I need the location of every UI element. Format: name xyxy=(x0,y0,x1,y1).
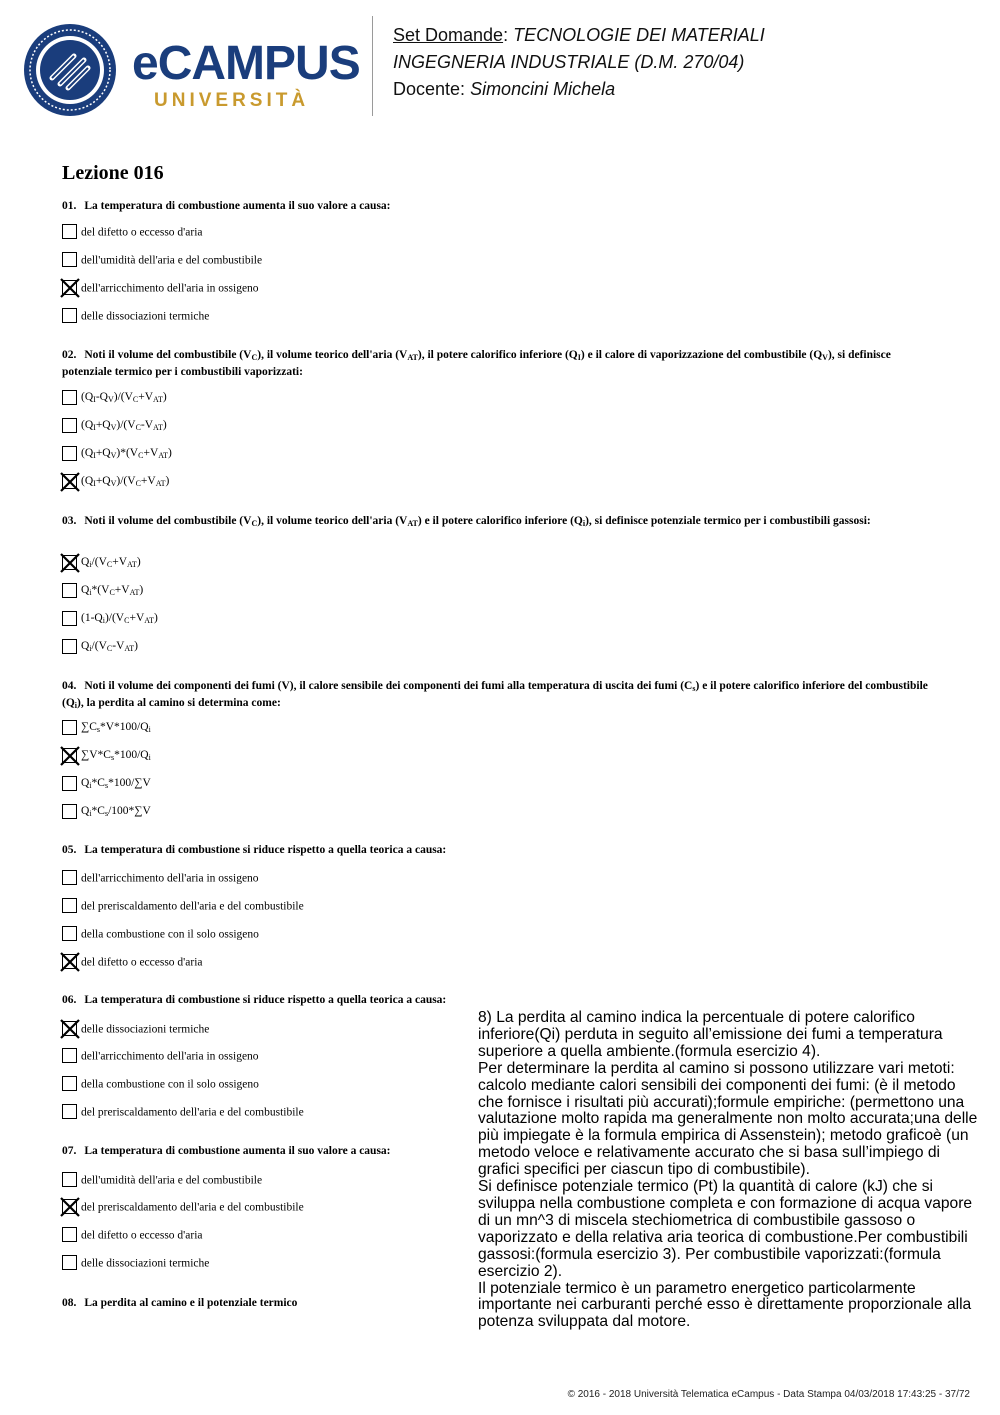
question-7-option-4[interactable] xyxy=(62,1255,209,1271)
answer-checkbox[interactable] xyxy=(62,870,77,885)
question-number: 02. xyxy=(62,349,77,361)
lesson-title: Lezione 016 xyxy=(62,162,164,184)
option-label: $Q_i/(V_C-V_{AT})$ xyxy=(81,640,138,653)
question-3-option-4[interactable] xyxy=(62,638,138,654)
answer-paragraph: Per determinare la perdita al camino si possono utilizzare vari metoti: calcolo mediante calori sensibili dei componenti dei fumi: (è il metodo che fornisce i risultati più accurati);formule empiriche: (permettono una valutazione molto rapida ma generalmente non molto accurata;una delle più impiegate è la formula empirica di Assenstein); metodo graficoè (un metodo veloce e relativamente accurato che si basa sull’impiego di grafici specifici per ciascun tipo di combustibile). xyxy=(478,1059,978,1179)
question-5-option-3[interactable] xyxy=(62,926,259,942)
answer-checkbox[interactable] xyxy=(62,776,77,791)
answer-checkbox[interactable] xyxy=(62,898,77,913)
answer-paragraph: 8) La perdita al camino indica la percentuale di potere calorifico inferiore(Qi) perduta in seguito all’emissione dei fumi a temperatura superiore a quella ambiente.(formula esercizio 4). xyxy=(478,1009,943,1060)
question-2-option-2[interactable] xyxy=(62,417,167,433)
answer-checkbox[interactable] xyxy=(62,720,77,735)
option-label: della combustione con il solo ossigeno xyxy=(81,1078,259,1091)
option-label: delle dissociazioni termiche xyxy=(81,310,210,323)
question-3-option-2[interactable] xyxy=(62,582,143,598)
answer-checkbox[interactable] xyxy=(62,224,77,239)
course-line xyxy=(393,49,765,76)
question-4-option-3[interactable] xyxy=(62,775,151,791)
question-6-option-1[interactable] xyxy=(62,1021,209,1037)
question-7-option-1[interactable] xyxy=(62,1172,262,1188)
answer-checkbox[interactable] xyxy=(62,804,77,819)
question-2-option-4[interactable] xyxy=(62,473,169,489)
option-label: del preriscaldamento dell'aria e del combustibile xyxy=(81,900,304,913)
option-label: del difetto o eccesso d'aria xyxy=(81,956,203,969)
question-7-text: 07. La temperatura di combustione aumenta il suo valore a causa: xyxy=(62,1145,391,1157)
question-3-text: 03. Noti il volume del combustibile $(V_C)$, il volume teorico dell'aria $(V_{AT})$ e il potere calorifico inferiore $(Q_i)$, si definisce potenziale termico per i combustibili gassosi: xyxy=(62,515,871,528)
question-4-option-2[interactable] xyxy=(62,747,151,763)
question-number: 07. xyxy=(62,1145,77,1157)
option-label: $Q_i*(V_C+V_{AT})$ xyxy=(81,584,144,597)
ecampus-seal-icon xyxy=(22,22,118,118)
logo-subtitle: UNIVERSITÀ xyxy=(154,90,310,111)
ecampus-logo xyxy=(22,22,362,118)
question-1-option-4[interactable] xyxy=(62,308,209,324)
answer-checkbox[interactable] xyxy=(62,639,77,654)
question-6-option-2[interactable] xyxy=(62,1048,259,1064)
option-label: delle dissociazioni termiche xyxy=(81,1257,210,1270)
answer-checkbox[interactable] xyxy=(62,1076,77,1091)
option-label: $\sum C_s*V*100/Q_i$ xyxy=(81,721,151,734)
question-5-option-4[interactable] xyxy=(62,954,203,970)
question-3-option-3[interactable] xyxy=(62,610,158,626)
question-1-option-2[interactable] xyxy=(62,252,262,268)
set-line: Set Domande: TECNOLOGIE DEI MATERIALI xyxy=(393,25,765,45)
question-3-option-1[interactable] xyxy=(62,554,141,570)
answer-text-block xyxy=(478,1010,983,1331)
answer-checkbox[interactable] xyxy=(62,1048,77,1063)
question-5-option-1[interactable] xyxy=(62,870,259,886)
question-number: 01. xyxy=(62,200,77,212)
option-label: dell'arricchimento dell'aria in ossigeno xyxy=(81,282,259,295)
question-7-option-3[interactable] xyxy=(62,1227,203,1243)
question-2-text: 02. Noti il volume del combustibile $(V_C)$, il volume teorico dell'aria $(V_{AT})$, il potere calorifico inferiore $(Q_I)$ e il calore di vaporizzazione del combustibile $(Q_V)$, si definisce potenziale termico per i combustibili vaporizzati: xyxy=(62,349,891,378)
question-2-option-1[interactable] xyxy=(62,389,167,405)
question-number: 08. xyxy=(62,1297,77,1309)
question-4-option-4[interactable] xyxy=(62,803,151,819)
option-label: $Q_i*C_s/100*\sum V$ xyxy=(81,805,151,818)
option-label: $Q_i*C_s*100/\sum V$ xyxy=(81,777,151,790)
question-2-option-3[interactable] xyxy=(62,445,172,461)
option-label: dell'arricchimento dell'aria in ossigeno xyxy=(81,872,259,885)
answer-checkbox[interactable] xyxy=(62,954,77,969)
answer-checkbox[interactable] xyxy=(62,390,77,405)
question-number: 06. xyxy=(62,994,77,1006)
set-label: Set Domande xyxy=(393,25,504,45)
option-label: $Q_i/(V_C+V_{AT})$ xyxy=(81,556,141,569)
option-label: dell'arricchimento dell'aria in ossigeno xyxy=(81,1050,259,1063)
question-6-text: 06. La temperatura di combustione si riduce rispetto a quella teorica a causa: xyxy=(62,994,447,1006)
option-label: dell'umidità dell'aria e del combustibile xyxy=(81,1174,263,1187)
option-label: $(1-Q_i)/(V_C+V_{AT})$ xyxy=(81,612,158,625)
teacher-label: Docente: xyxy=(393,79,466,99)
answer-checkbox[interactable] xyxy=(62,1104,77,1119)
set-value: TECNOLOGIE DEI MATERIALI xyxy=(513,25,765,45)
option-label: $(Q_I+Q_V)/(V_C-V_{AT})$ xyxy=(81,419,167,432)
answer-checkbox[interactable] xyxy=(62,418,77,433)
question-1-option-1[interactable] xyxy=(62,224,203,240)
question-5-option-2[interactable] xyxy=(62,898,304,914)
question-6-option-4[interactable] xyxy=(62,1104,304,1120)
answer-checkbox[interactable] xyxy=(62,926,77,941)
answer-paragraph: Si definisce potenziale termico (Pt) la quantità di calore (kJ) che si sviluppa nella combustione completa e con formazione di acqua vapore di un mn^3 di miscela stechiometrica di combustibile gassoso o vaporizzato e della relativa aria teorica di combustione.Per combustibili gassosi:(formula esercizio 3). Per combustibile vaporizzati:(formula esercizio 2). xyxy=(478,1178,973,1280)
answer-checkbox[interactable] xyxy=(62,1021,77,1036)
option-label: $(Q_I+Q_V)*(V_C+V_{AT})$ xyxy=(81,447,172,460)
option-label: $(Q_I-Q_V)/(V_C+V_{AT})$ xyxy=(81,391,167,404)
answer-checkbox[interactable] xyxy=(62,1199,77,1214)
option-label: delle dissociazioni termiche xyxy=(81,1023,210,1036)
answer-checkbox[interactable] xyxy=(62,611,77,626)
answer-paragraph: Il potenziale termico è un parametro energetico particolarmente importante nei carburanti perché esso è direttamente proporzionale alla potenza sviluppata dal motore. xyxy=(478,1279,972,1331)
question-4-option-1[interactable] xyxy=(62,719,151,735)
option-label: della combustione con il solo ossigeno xyxy=(81,928,259,941)
option-label: $\sum V*C_s*100/Q_i$ xyxy=(81,749,151,762)
option-label: $(Q_I+Q_V)/(V_C+V_{AT})$ xyxy=(81,475,170,488)
option-label: del preriscaldamento dell'aria e del combustibile xyxy=(81,1106,304,1119)
option-label: del preriscaldamento dell'aria e del combustibile xyxy=(81,1201,304,1214)
answer-checkbox[interactable] xyxy=(62,446,77,461)
question-number: 03. xyxy=(62,515,77,527)
answer-checkbox[interactable] xyxy=(62,280,77,295)
answer-checkbox[interactable] xyxy=(62,1255,77,1270)
option-label: dell'umidità dell'aria e del combustibile xyxy=(81,254,263,267)
question-6-option-3[interactable] xyxy=(62,1076,259,1092)
answer-checkbox[interactable] xyxy=(62,308,77,323)
teacher-value: Simoncini Michela xyxy=(470,79,616,99)
question-7-option-2[interactable] xyxy=(62,1199,304,1215)
answer-checkbox[interactable] xyxy=(62,555,77,570)
answer-checkbox[interactable] xyxy=(62,1172,77,1187)
course-value: INGEGNERIA INDUSTRIALE (D.M. 270/04) xyxy=(393,52,745,72)
teacher-line xyxy=(393,76,765,103)
header-divider xyxy=(372,16,373,116)
page-footer: © 2016 - 2018 Università Telematica eCampus - Data Stampa 04/03/2018 17:43:25 - 37/72 xyxy=(567,1389,970,1400)
option-label: del difetto o eccesso d'aria xyxy=(81,1229,203,1242)
answer-checkbox[interactable] xyxy=(62,252,77,267)
answer-checkbox[interactable] xyxy=(62,1227,77,1242)
question-8-text: 08. La perdita al camino e il potenziale termico xyxy=(62,1297,298,1309)
option-label: del difetto o eccesso d'aria xyxy=(81,226,203,239)
question-4-text: 04. Noti il volume dei componenti dei fumi (V), il calore sensibile dei componenti dei fumi alla temperatura di uscita dei fumi $(C_s)$ e il potere calorifico inferiore del combustibile $(Q_i)$, la perdita al camino si determina come: xyxy=(62,680,928,710)
question-1-text: 01. La temperatura di combustione aumenta il suo valore a causa: xyxy=(62,200,391,212)
question-number: 04. xyxy=(62,680,77,692)
logo-wordmark: eCAMPUS xyxy=(132,37,360,90)
question-1-option-3[interactable] xyxy=(62,280,259,296)
header-info xyxy=(393,22,765,103)
answer-checkbox[interactable] xyxy=(62,748,77,763)
question-number: 05. xyxy=(62,844,77,856)
answer-checkbox[interactable] xyxy=(62,474,77,489)
question-5-text: 05. La temperatura di combustione si riduce rispetto a quella teorica a causa: xyxy=(62,844,447,856)
answer-checkbox[interactable] xyxy=(62,583,77,598)
